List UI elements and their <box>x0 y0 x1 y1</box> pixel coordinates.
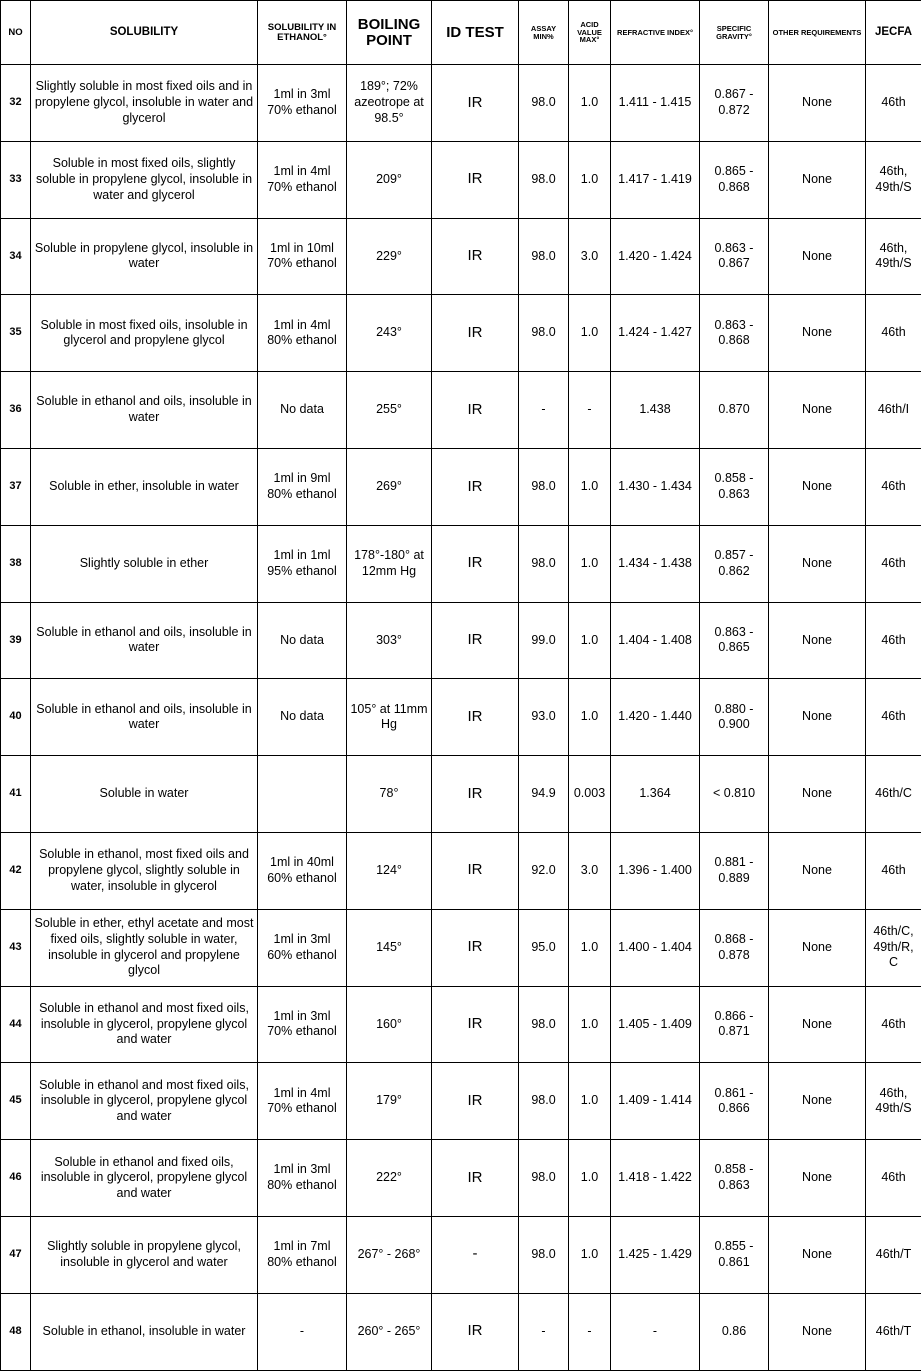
cell-refractive-index: 1.364 <box>611 756 700 833</box>
header-solubility: SOLUBILITY <box>31 1 258 65</box>
cell-acid-value: 3.0 <box>569 832 611 909</box>
table-row <box>1 65 921 142</box>
cell-id-test: IR <box>432 986 519 1063</box>
cell-assay: 98.0 <box>519 141 569 218</box>
cell-refractive-index: 1.396 - 1.400 <box>611 832 700 909</box>
header-id-test: ID TEST <box>432 1 519 65</box>
cell-solubility-ethanol: 1ml in 7ml 80% ethanol <box>258 1216 347 1293</box>
cell-jecfa: 46th, 49th/S <box>866 218 921 295</box>
cell-specific-gravity: 0.863 - 0.868 <box>700 295 769 372</box>
cell-refractive-index: 1.438 <box>611 372 700 449</box>
cell-boiling-point: 124° <box>347 832 432 909</box>
table-row <box>1 448 921 525</box>
cell-acid-value: 1.0 <box>569 65 611 142</box>
cell-specific-gravity: < 0.810 <box>700 756 769 833</box>
cell-acid-value: 1.0 <box>569 295 611 372</box>
cell-no: 47 <box>1 1216 31 1293</box>
cell-jecfa: 46th <box>866 448 921 525</box>
header-refractive-index: REFRACTIVE INDEX° <box>611 1 700 65</box>
cell-acid-value: - <box>569 372 611 449</box>
cell-specific-gravity: 0.880 - 0.900 <box>700 679 769 756</box>
cell-refractive-index: 1.417 - 1.419 <box>611 141 700 218</box>
cell-no: 45 <box>1 1063 31 1140</box>
cell-assay: 98.0 <box>519 1216 569 1293</box>
cell-solubility: Slightly soluble in propylene glycol, insoluble in glycerol and water <box>31 1216 258 1293</box>
cell-acid-value: 1.0 <box>569 909 611 986</box>
cell-refractive-index: 1.420 - 1.440 <box>611 679 700 756</box>
cell-acid-value: 1.0 <box>569 986 611 1063</box>
cell-assay: - <box>519 372 569 449</box>
cell-jecfa: 46th, 49th/S <box>866 141 921 218</box>
cell-jecfa: 46th/T <box>866 1293 921 1370</box>
cell-id-test: IR <box>432 295 519 372</box>
cell-boiling-point: 189°; 72% azeotrope at 98.5° <box>347 65 432 142</box>
cell-assay: 98.0 <box>519 295 569 372</box>
cell-solubility: Slightly soluble in ether <box>31 525 258 602</box>
cell-solubility-ethanol: No data <box>258 372 347 449</box>
cell-solubility-ethanol: No data <box>258 602 347 679</box>
cell-other-requirements: None <box>769 218 866 295</box>
cell-id-test: - <box>432 1216 519 1293</box>
cell-refractive-index: 1.411 - 1.415 <box>611 65 700 142</box>
cell-other-requirements: None <box>769 602 866 679</box>
cell-other-requirements: None <box>769 295 866 372</box>
cell-acid-value: 1.0 <box>569 602 611 679</box>
cell-solubility: Soluble in most fixed oils, slightly soluble in propylene glycol, insoluble in water and glycerol <box>31 141 258 218</box>
cell-refractive-index: 1.420 - 1.424 <box>611 218 700 295</box>
cell-solubility-ethanol: 1ml in 40ml 60% ethanol <box>258 832 347 909</box>
cell-assay: 98.0 <box>519 1140 569 1217</box>
cell-boiling-point: 303° <box>347 602 432 679</box>
header-boiling-point: BOILING POINT <box>347 1 432 65</box>
cell-assay: 98.0 <box>519 448 569 525</box>
cell-no: 42 <box>1 832 31 909</box>
cell-boiling-point: 260° - 265° <box>347 1293 432 1370</box>
cell-other-requirements: None <box>769 756 866 833</box>
cell-id-test: IR <box>432 372 519 449</box>
cell-solubility: Soluble in ether, ethyl acetate and most fixed oils, slightly soluble in water, insoluble in glycerol and propylene glycol <box>31 909 258 986</box>
cell-acid-value: 1.0 <box>569 141 611 218</box>
cell-acid-value: 0.003 <box>569 756 611 833</box>
cell-no: 33 <box>1 141 31 218</box>
cell-solubility-ethanol: 1ml in 1ml 95% ethanol <box>258 525 347 602</box>
cell-boiling-point: 255° <box>347 372 432 449</box>
cell-jecfa: 46th <box>866 525 921 602</box>
cell-assay: 98.0 <box>519 1063 569 1140</box>
table-row <box>1 909 921 986</box>
cell-jecfa: 46th, 49th/S <box>866 1063 921 1140</box>
cell-solubility-ethanol: 1ml in 4ml 70% ethanol <box>258 141 347 218</box>
cell-other-requirements: None <box>769 832 866 909</box>
table-row <box>1 1216 921 1293</box>
cell-solubility: Soluble in ethanol and most fixed oils, insoluble in glycerol, propylene glycol and water <box>31 1063 258 1140</box>
cell-other-requirements: None <box>769 1216 866 1293</box>
cell-boiling-point: 160° <box>347 986 432 1063</box>
cell-solubility: Soluble in most fixed oils, insoluble in glycerol and propylene glycol <box>31 295 258 372</box>
cell-acid-value: - <box>569 1293 611 1370</box>
cell-specific-gravity: 0.867 - 0.872 <box>700 65 769 142</box>
cell-solubility: Soluble in ethanol and oils, insoluble in water <box>31 372 258 449</box>
cell-id-test: IR <box>432 679 519 756</box>
cell-no: 39 <box>1 602 31 679</box>
cell-id-test: IR <box>432 1063 519 1140</box>
cell-specific-gravity: 0.868 - 0.878 <box>700 909 769 986</box>
cell-other-requirements: None <box>769 65 866 142</box>
cell-jecfa: 46th/C <box>866 756 921 833</box>
cell-assay: - <box>519 1293 569 1370</box>
table-row <box>1 832 921 909</box>
cell-solubility-ethanol: 1ml in 3ml 70% ethanol <box>258 986 347 1063</box>
header-acid-value: ACID VALUE MAX° <box>569 1 611 65</box>
table-row <box>1 218 921 295</box>
header-jecfa: JECFA <box>866 1 921 65</box>
cell-solubility: Soluble in ethanol and most fixed oils, insoluble in glycerol, propylene glycol and water <box>31 986 258 1063</box>
cell-solubility-ethanol: - <box>258 1293 347 1370</box>
cell-solubility: Soluble in ethanol and oils, insoluble in water <box>31 679 258 756</box>
cell-specific-gravity: 0.881 - 0.889 <box>700 832 769 909</box>
cell-boiling-point: 209° <box>347 141 432 218</box>
cell-boiling-point: 222° <box>347 1140 432 1217</box>
cell-no: 46 <box>1 1140 31 1217</box>
cell-acid-value: 1.0 <box>569 525 611 602</box>
cell-other-requirements: None <box>769 986 866 1063</box>
table-row <box>1 295 921 372</box>
cell-specific-gravity: 0.865 - 0.868 <box>700 141 769 218</box>
cell-jecfa: 46th <box>866 832 921 909</box>
cell-other-requirements: None <box>769 525 866 602</box>
cell-boiling-point: 145° <box>347 909 432 986</box>
cell-no: 44 <box>1 986 31 1063</box>
cell-boiling-point: 269° <box>347 448 432 525</box>
cell-solubility: Soluble in ethanol and oils, insoluble in water <box>31 602 258 679</box>
cell-specific-gravity: 0.863 - 0.865 <box>700 602 769 679</box>
cell-boiling-point: 243° <box>347 295 432 372</box>
cell-id-test: IR <box>432 602 519 679</box>
cell-boiling-point: 78° <box>347 756 432 833</box>
cell-specific-gravity: 0.86 <box>700 1293 769 1370</box>
cell-solubility-ethanol: 1ml in 10ml 70% ethanol <box>258 218 347 295</box>
cell-assay: 98.0 <box>519 218 569 295</box>
cell-boiling-point: 179° <box>347 1063 432 1140</box>
header-specific-gravity: SPECIFIC GRAVITY° <box>700 1 769 65</box>
cell-jecfa: 46th/I <box>866 372 921 449</box>
table-row <box>1 1140 921 1217</box>
cell-refractive-index: 1.400 - 1.404 <box>611 909 700 986</box>
cell-solubility-ethanol: 1ml in 3ml 70% ethanol <box>258 65 347 142</box>
cell-id-test: IR <box>432 832 519 909</box>
table-row <box>1 1063 921 1140</box>
table-row <box>1 372 921 449</box>
cell-solubility: Slightly soluble in most fixed oils and in propylene glycol, insoluble in water and glycerol <box>31 65 258 142</box>
header-assay: ASSAY MIN% <box>519 1 569 65</box>
cell-solubility: Soluble in water <box>31 756 258 833</box>
cell-id-test: IR <box>432 141 519 218</box>
cell-solubility-ethanol: 1ml in 3ml 60% ethanol <box>258 909 347 986</box>
cell-other-requirements: None <box>769 1140 866 1217</box>
cell-boiling-point: 105° at 11mm Hg <box>347 679 432 756</box>
cell-specific-gravity: 0.866 - 0.871 <box>700 986 769 1063</box>
cell-jecfa: 46th <box>866 602 921 679</box>
cell-boiling-point: 229° <box>347 218 432 295</box>
table-row <box>1 756 921 833</box>
cell-specific-gravity: 0.870 <box>700 372 769 449</box>
cell-other-requirements: None <box>769 1063 866 1140</box>
cell-no: 48 <box>1 1293 31 1370</box>
cell-no: 35 <box>1 295 31 372</box>
cell-id-test: IR <box>432 448 519 525</box>
cell-specific-gravity: 0.858 - 0.863 <box>700 1140 769 1217</box>
cell-jecfa: 46th <box>866 65 921 142</box>
cell-assay: 94.9 <box>519 756 569 833</box>
cell-refractive-index: 1.430 - 1.434 <box>611 448 700 525</box>
cell-refractive-index: - <box>611 1293 700 1370</box>
table-body <box>1 65 921 1371</box>
cell-solubility: Soluble in propylene glycol, insoluble in water <box>31 218 258 295</box>
cell-no: 32 <box>1 65 31 142</box>
table-row <box>1 679 921 756</box>
cell-assay: 93.0 <box>519 679 569 756</box>
cell-boiling-point: 267° - 268° <box>347 1216 432 1293</box>
cell-jecfa: 46th <box>866 679 921 756</box>
cell-refractive-index: 1.405 - 1.409 <box>611 986 700 1063</box>
cell-assay: 98.0 <box>519 65 569 142</box>
cell-acid-value: 1.0 <box>569 1140 611 1217</box>
cell-assay: 95.0 <box>519 909 569 986</box>
cell-jecfa: 46th/C, 49th/R, C <box>866 909 921 986</box>
cell-id-test: IR <box>432 65 519 142</box>
cell-other-requirements: None <box>769 679 866 756</box>
cell-solubility: Soluble in ethanol and fixed oils, insoluble in glycerol, propylene glycol and water <box>31 1140 258 1217</box>
cell-acid-value: 1.0 <box>569 679 611 756</box>
cell-refractive-index: 1.409 - 1.414 <box>611 1063 700 1140</box>
table-row <box>1 986 921 1063</box>
cell-boiling-point: 178°-180° at 12mm Hg <box>347 525 432 602</box>
cell-no: 34 <box>1 218 31 295</box>
cell-refractive-index: 1.404 - 1.408 <box>611 602 700 679</box>
cell-id-test: IR <box>432 1293 519 1370</box>
cell-assay: 98.0 <box>519 986 569 1063</box>
cell-refractive-index: 1.424 - 1.427 <box>611 295 700 372</box>
cell-no: 38 <box>1 525 31 602</box>
cell-specific-gravity: 0.858 - 0.863 <box>700 448 769 525</box>
header-other-requirements: OTHER REQUIREMENTS <box>769 1 866 65</box>
header-row <box>1 1 921 65</box>
cell-jecfa: 46th <box>866 986 921 1063</box>
cell-id-test: IR <box>432 909 519 986</box>
cell-no: 43 <box>1 909 31 986</box>
cell-other-requirements: None <box>769 909 866 986</box>
cell-other-requirements: None <box>769 448 866 525</box>
cell-other-requirements: None <box>769 372 866 449</box>
table-row <box>1 602 921 679</box>
cell-acid-value: 1.0 <box>569 1063 611 1140</box>
header-solubility-ethanol: SOLUBILITY IN ETHANOL° <box>258 1 347 65</box>
cell-specific-gravity: 0.861 - 0.866 <box>700 1063 769 1140</box>
cell-id-test: IR <box>432 756 519 833</box>
table-row <box>1 1293 921 1370</box>
cell-assay: 92.0 <box>519 832 569 909</box>
cell-solubility: Soluble in ethanol, most fixed oils and propylene glycol, slightly soluble in water, insoluble in glycerol <box>31 832 258 909</box>
cell-no: 40 <box>1 679 31 756</box>
cell-solubility-ethanol: 1ml in 9ml 80% ethanol <box>258 448 347 525</box>
cell-refractive-index: 1.418 - 1.422 <box>611 1140 700 1217</box>
cell-specific-gravity: 0.863 - 0.867 <box>700 218 769 295</box>
cell-id-test: IR <box>432 1140 519 1217</box>
cell-jecfa: 46th/T <box>866 1216 921 1293</box>
cell-solubility: Soluble in ether, insoluble in water <box>31 448 258 525</box>
cell-solubility-ethanol: 1ml in 4ml 80% ethanol <box>258 295 347 372</box>
cell-solubility-ethanol: 1ml in 4ml 70% ethanol <box>258 1063 347 1140</box>
cell-refractive-index: 1.434 - 1.438 <box>611 525 700 602</box>
cell-solubility-ethanol: No data <box>258 679 347 756</box>
cell-no: 37 <box>1 448 31 525</box>
cell-solubility-ethanol <box>258 756 347 833</box>
cell-id-test: IR <box>432 218 519 295</box>
cell-acid-value: 1.0 <box>569 1216 611 1293</box>
cell-specific-gravity: 0.855 - 0.861 <box>700 1216 769 1293</box>
header-no: NO <box>1 1 31 65</box>
cell-jecfa: 46th <box>866 1140 921 1217</box>
cell-acid-value: 1.0 <box>569 448 611 525</box>
cell-solubility-ethanol: 1ml in 3ml 80% ethanol <box>258 1140 347 1217</box>
cell-no: 36 <box>1 372 31 449</box>
cell-jecfa: 46th <box>866 295 921 372</box>
cell-id-test: IR <box>432 525 519 602</box>
cell-solubility: Soluble in ethanol, insoluble in water <box>31 1293 258 1370</box>
table-row <box>1 525 921 602</box>
cell-assay: 99.0 <box>519 602 569 679</box>
cell-refractive-index: 1.425 - 1.429 <box>611 1216 700 1293</box>
cell-assay: 98.0 <box>519 525 569 602</box>
cell-specific-gravity: 0.857 - 0.862 <box>700 525 769 602</box>
cell-no: 41 <box>1 756 31 833</box>
cell-acid-value: 3.0 <box>569 218 611 295</box>
table-row <box>1 141 921 218</box>
cell-other-requirements: None <box>769 141 866 218</box>
cell-other-requirements: None <box>769 1293 866 1370</box>
